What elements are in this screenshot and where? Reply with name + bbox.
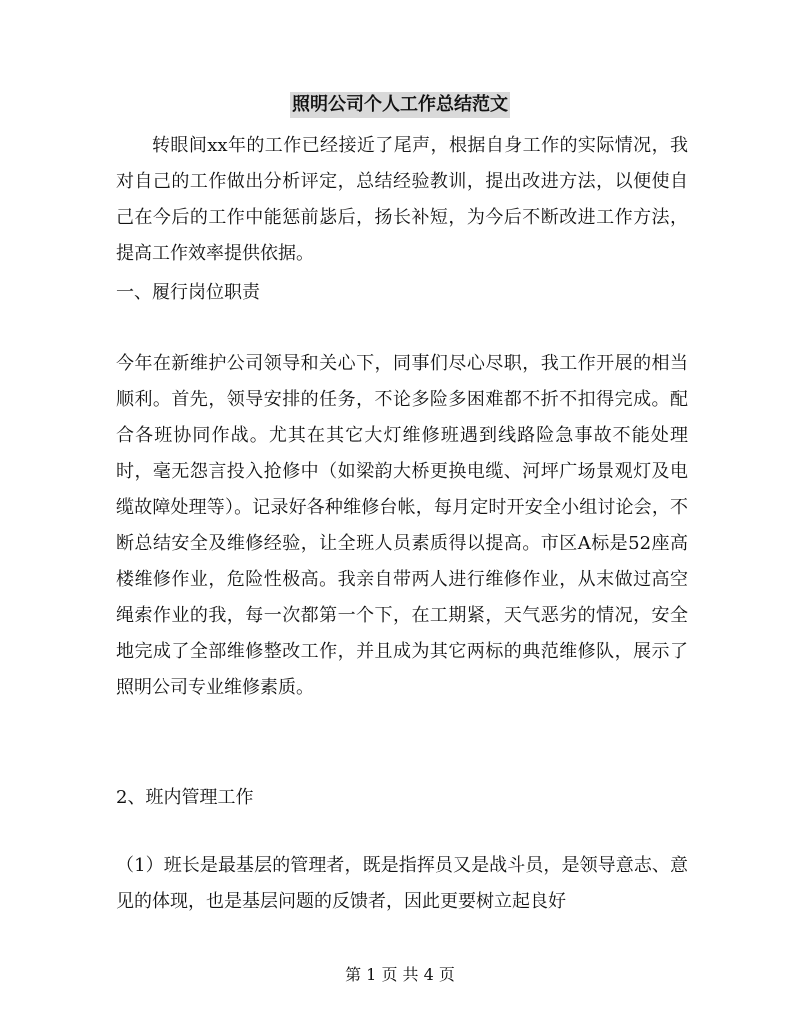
document-title: 照明公司个人工作总结范文 xyxy=(290,92,510,118)
title-container xyxy=(0,92,800,118)
section-heading-duties: 一、履行岗位职责 xyxy=(116,282,260,303)
page-number-footer: 第 1 页 共 4 页 xyxy=(345,965,455,984)
section-body-duties: 今年在新维护公司领导和关心下，同事们尽心尽职，我工作开展的相当顺利。首先，领导安排的任务，不论多险多困难都不折不扣得完成。配合各班协同作战。尤其在其它大灯维修班遇到线路险急事故不能处理时，毫无怨言投入抢修中（如梁韵大桥更换电缆、河坪广场景观灯及电缆故障处理等）。记录好各种维修台帐，每月定时开安全小组讨论会，不断总结安全及维修经验，让全班人员素质得以提高。市区A标是52座高楼维修作业，危险性极高。我亲自带两人进行维修作业，从末做过高空绳索作业的我，每一次都第一个下，在工期紧，天气恶劣的情况，安全地完成了全部维修整改工作，并且成为其它两标的典范维修队，展示了照明公司专业维修素质。 xyxy=(116,353,688,698)
section-body-management: （1）班长是最基层的管理者，既是指挥员又是战斗员，是领导意志、意见的体现，也是基层问题的反馈者，因此更要树立起良好 xyxy=(116,855,688,912)
intro-paragraph: 转眼间xx年的工作已经接近了尾声，根据自身工作的实际情况，我对自己的工作做出分析评定，总结经验教训，提出改进方法，以便使自己在今后的工作中能惩前毖后，扬长补短，为今后不断改进工作方法，提高工作效率提供依据。 xyxy=(116,135,688,264)
section-heading-management: 2、班内管理工作 xyxy=(116,787,254,808)
